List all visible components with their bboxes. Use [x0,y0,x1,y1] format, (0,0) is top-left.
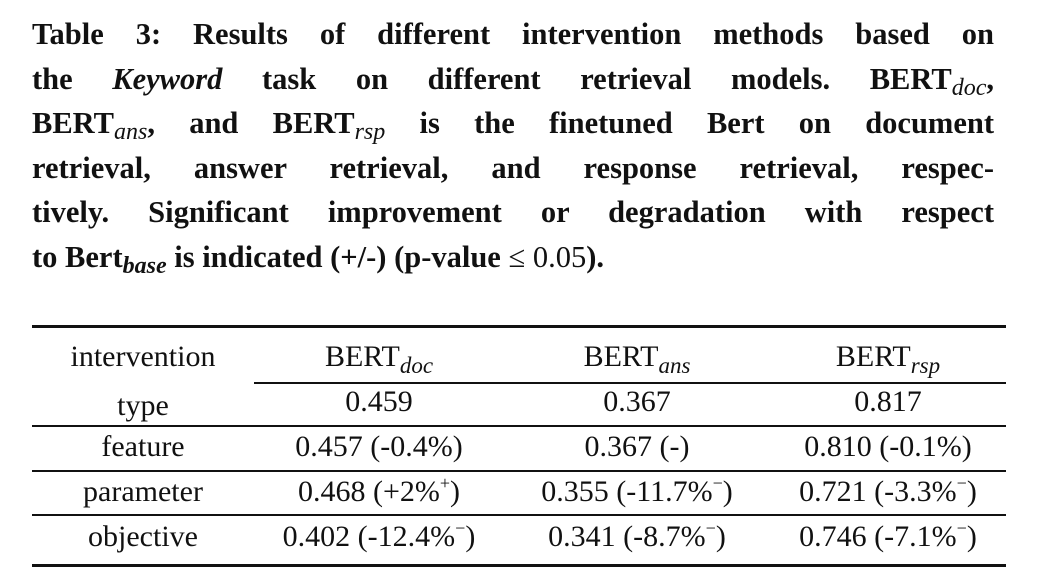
cell-parameter-doc [254,474,504,510]
caption-text: to Bert [32,239,123,274]
cell-objective-doc [254,519,504,555]
cell-feature-ans: 0.367 (-) [584,430,690,463]
cell-parameter-rsp [770,474,1006,510]
header-subscript: rsp [910,353,941,378]
significance-minus: − [705,518,716,538]
significance-minus: − [956,518,967,538]
caption-keyword: Keyword [112,61,223,96]
row-label-objective: objective [88,520,198,553]
caption-line-6 [32,235,994,280]
cell-objective-rsp [770,519,1006,555]
cell-type-rsp: 0.817 [854,385,922,418]
significance-minus: − [956,473,967,493]
significance-minus: − [455,518,466,538]
significance-plus: + [439,473,451,493]
cell-parameter-ans [504,474,770,510]
row-divider-2 [32,470,1006,472]
cell-value: 0.746 (-7.1% [799,520,957,553]
table-bottom-rule [32,564,1006,567]
header-bert-base: BERT [835,340,911,373]
cell-paren: ) [465,520,476,553]
caption-subscript-ans: ans [113,119,148,145]
caption-line-1: Table 3: Results of different intervention methods based on [32,17,994,51]
caption-text: the [32,61,113,96]
cell-type-doc: 0.459 [345,385,413,418]
table-caption [32,12,994,279]
cell-value: 0.468 (+2% [297,475,440,508]
header-subscript: ans [658,353,691,378]
row-label-feature: feature [101,430,185,463]
cell-feature-rsp: 0.810 (-0.1%) [804,430,972,463]
row-divider-1 [32,425,1006,427]
cell-paren: ) [966,520,977,553]
cell-paren: ) [715,520,726,553]
caption-subscript-doc: doc [951,74,987,101]
caption-subscript-base: base [122,252,167,279]
cell-value: 0.341 (-8.7% [548,520,706,553]
row-label-parameter: parameter [83,475,203,508]
caption-subscript-rsp: rsp [354,119,386,145]
cell-objective-ans [504,519,770,555]
row-label-type: type [117,389,169,422]
caption-line-3 [32,101,994,146]
cell-paren: ) [450,475,461,508]
table-top-rule [32,325,1006,328]
caption-line-2 [32,57,994,102]
header-intervention: intervention [70,340,216,373]
row-divider-3 [32,514,1006,516]
cell-type-ans: 0.367 [603,385,671,418]
cell-value: 0.355 (-11.7% [541,475,713,508]
caption-text: BERT [32,106,114,140]
caption-pvalue: ≤ 0.05 [508,239,587,274]
header-bert-doc [254,339,504,378]
caption-text: ). [586,239,605,274]
cell-feature-doc: 0.457 (-0.4%) [295,430,463,463]
header-bert-base: BERT [583,340,659,373]
cell-value: 0.402 (-12.4% [282,520,456,553]
header-bert-ans [504,339,770,378]
caption-text: is indicated (+/-) (p-value [166,239,509,274]
caption-text: , and BERT [147,106,355,140]
caption-text: is the finetuned Bert on document [385,106,994,140]
caption-line-5: tively. Significant improvement or degradation with respect [32,195,994,229]
significance-minus: − [712,473,723,493]
caption-line-4: retrieval, answer retrieval, and response retrieval, respec- [32,150,994,185]
cell-paren: ) [722,475,733,508]
header-subscript: doc [399,353,434,378]
caption-text: , [986,61,994,96]
caption-text: task on different retrieval models. BERT [222,61,952,96]
header-bert-rsp [770,339,1006,378]
cell-paren: ) [966,475,977,508]
header-bert-base: BERT [324,340,400,373]
cell-value: 0.721 (-3.3% [799,475,957,508]
